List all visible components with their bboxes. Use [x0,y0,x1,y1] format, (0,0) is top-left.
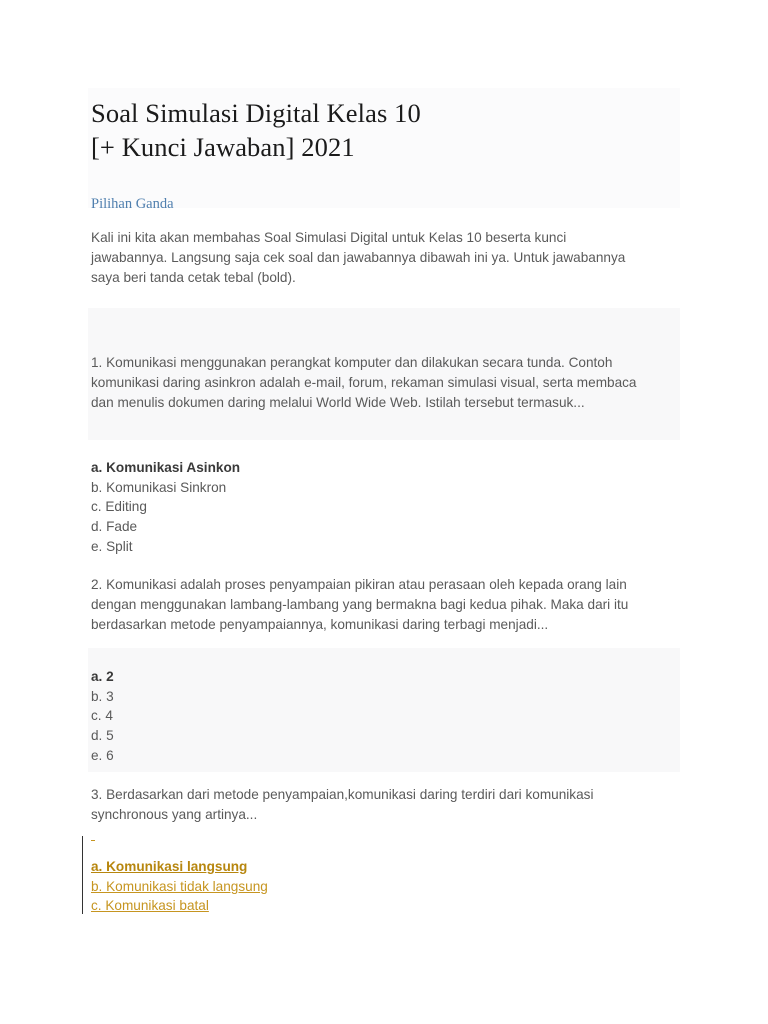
question-line: komunikasi daring asinkron adalah e-mail, forum, rekaman simulasi visual, serta membaca [91,375,637,390]
title-line-1: Soal Simulasi Digital Kelas 10 [91,98,421,128]
intro-line: saya beri tanda cetak tebal (bold). [91,270,296,285]
intro-paragraph [91,228,681,288]
intro-line: jawabannya. Langsung saja cek soal dan jawabannya dibawah ini ya. Untuk jawabannya [91,250,626,265]
question-line: 3. Berdasarkan dari metode penyampaian,komunikasi daring terdiri dari komunikasi [91,787,594,802]
question-3-text [91,785,681,825]
question-1-options [91,458,240,557]
question-2-text [91,575,681,635]
answer-option: c. 4 [91,708,113,724]
answer-option: b. 3 [91,688,114,704]
quote-bar [82,836,83,914]
question-1-text [91,353,681,413]
intro-line: Kali ini kita akan membahas Soal Simulasi Digital untuk Kelas 10 beserta kunci [91,230,567,245]
answer-option: c. Editing [91,499,147,515]
options-background [88,648,680,772]
answer-option: d. Fade [91,519,138,535]
question-3-options [91,857,268,916]
answer-option: e. 6 [91,747,114,763]
question-line: 2. Komunikasi adalah proses penyampaian pikiran atau perasaan oleh kepada orang lain [91,577,627,592]
answer-option-link-correct[interactable]: a. Komunikasi langsung [91,859,248,874]
section-heading: Pilihan Ganda [91,196,174,212]
answer-option: b. Komunikasi Sinkron [91,479,227,495]
page-title [91,96,421,164]
question-line: dan menulis dokumen daring melalui World Wide Web. Istilah tersebut termasuk... [91,395,585,410]
question-line: 1. Komunikasi menggunakan perangkat komputer dan dilakukan secara tunda. Contoh [91,355,613,370]
answer-option: d. 5 [91,728,114,744]
question-line: synchronous yang artinya... [91,807,258,822]
answer-option-link[interactable]: b. Komunikasi tidak langsung [91,878,268,894]
answer-option: e. Split [91,538,133,554]
answer-option-link[interactable]: c. Komunikasi batal [91,898,209,914]
answer-option-correct: a. Komunikasi Asinkon [91,460,241,475]
link-fragment [91,840,95,841]
title-line-2: [+ Kunci Jawaban] 2021 [91,132,355,162]
question-line: dengan menggunakan lambang-lambang yang bermakna bagi kedua pihak. Maka dari itu [91,597,629,612]
question-2-options [91,667,114,766]
answer-option-correct: a. 2 [91,669,114,684]
question-line: berdasarkan metode penyampaiannya, komunikasi daring terbagi menjadi... [91,617,549,632]
